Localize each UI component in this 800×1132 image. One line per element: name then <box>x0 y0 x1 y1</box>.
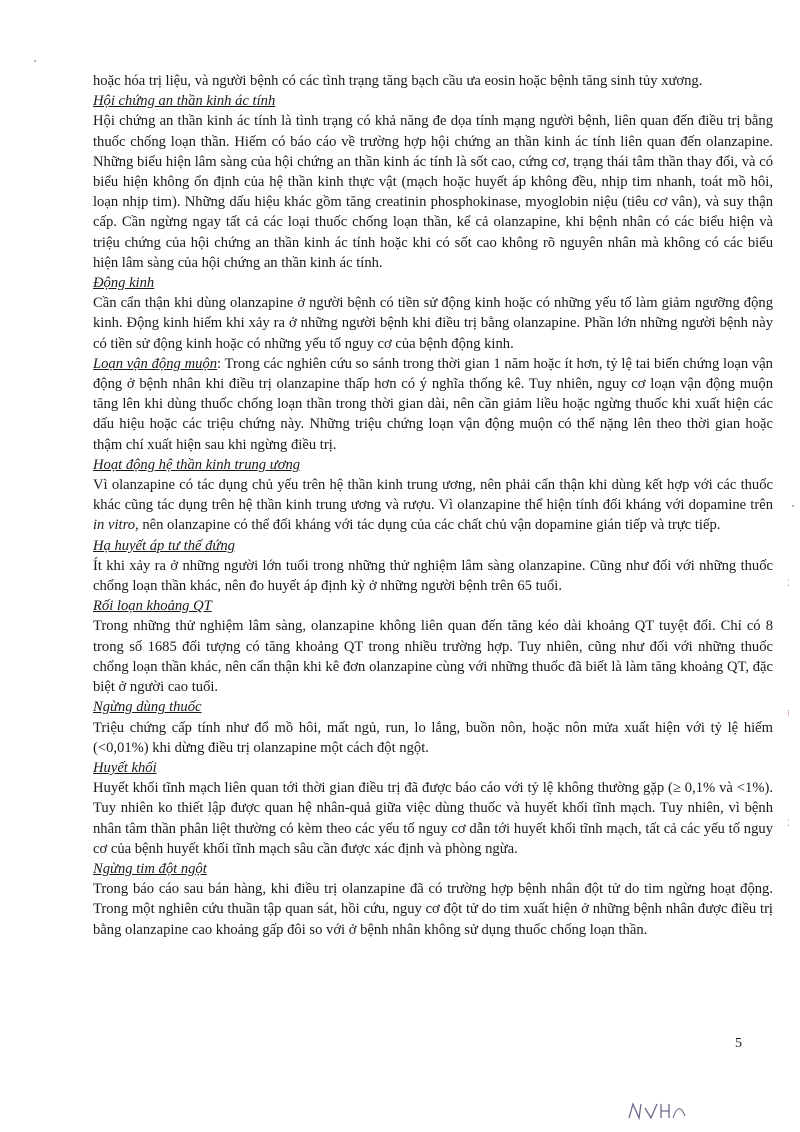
cns-text-italic: in vitro <box>93 517 136 534</box>
heading-orthostatic-hypotension: Hạ huyết áp tư thế đứng <box>93 537 235 554</box>
paragraph-sudden-cardiac-death: Trong báo cáo sau bán hàng, khi điều trị olanzapine đã có trường hợp bệnh nhân đột tử do tim ngừng hoạt động. Trong một nghiên cứu thuần tập quan sát, hồi cứu, nguy cơ đột tử do tim xuất hiện ở những bệnh nhân được điều trị bằng olanzapine cao khoảng gấp đôi so với ở bệnh nhân không sử dụng thuốc chống loạn thần. <box>93 881 773 938</box>
cns-text-before: Vì olanzapine có tác dụng chủ yếu trên hệ thần kinh trung ương, nên phải cẩn thận khi dùng kết hợp với các thuốc khác cũng tác dụng trên hệ thần kinh trung ương và rượu. Vì olanzapine thể hiện tính đối kháng với dopamine trên <box>93 477 773 514</box>
page-number: 5 <box>735 1036 742 1051</box>
heading-tardive-dyskinesia: Loạn vận động muộn <box>93 355 218 372</box>
heading-sudden-cardiac-death: Ngừng tim đột ngột <box>93 860 207 877</box>
scan-edge-mark: ⁚ <box>787 818 790 828</box>
scan-speck <box>34 60 36 62</box>
scan-edge-mark: ⁝ <box>787 708 790 718</box>
paragraph-cns <box>93 475 773 536</box>
tardive-dyskinesia-text: : Trong các nghiên cứu so sánh trong thời gian 1 năm hoặc ít hơn, tỷ lệ tai biến chứng loạn vận động ở bệnh nhân khi điều trị olanzapine thấp hơn có ý nghĩa thống kê. Tuy nhiên, nguy cơ loạn vận động muộn tăng lên khi dùng thuốc chống loạn thần trong thời gian dài, nên cần giảm liều hoặc ngừng thuốc khi xuất hiện các dấu hiệu hoặc các triệu chứng này. Những triệu chứng loạn vận động muộn có thể nặng lên theo thời gian hoặc thậm chí xuất hiện sau khi ngừng điều trị. <box>93 355 773 453</box>
document-body <box>93 71 773 940</box>
handwritten-signature <box>625 1098 695 1124</box>
paragraph-orthostatic-hypotension: Ít khi xảy ra ở những người lớn tuổi trong những thử nghiệm lâm sàng olanzapine. Cũng như đối với những thuốc chống loạn thần khác, nên đo huyết áp định kỳ ở những người bệnh trên 65 tuổi. <box>93 557 773 595</box>
scan-edge-mark: ⁚ <box>787 578 790 588</box>
heading-discontinuation: Ngừng dùng thuốc <box>93 699 202 716</box>
paragraph-intro: hoặc hóa trị liệu, và người bệnh có các tình trạng tăng bạch cầu ưa eosin hoặc bệnh tăng sinh tủy xương. <box>93 73 703 89</box>
heading-nms: Hội chứng an thần kinh ác tính <box>93 93 276 110</box>
paragraph-tardive-dyskinesia <box>93 354 773 455</box>
paragraph-seizures: Cần cẩn thận khi dùng olanzapine ở người bệnh có tiền sử động kinh hoặc có những yếu tố làm giảm ngưỡng động kinh. Động kinh hiếm khi xảy ra ở những người bệnh khi điều trị bằng olanzapine. Phần lớn những người bệnh này có tiền sử động kinh hoặc có những yếu tố nguy cơ của bệnh động kinh. <box>93 295 773 352</box>
cns-text-after: , nên olanzapine có thể đối kháng với tác dụng của các chất chủ vận dopamine gián tiếp và trực tiếp. <box>135 517 721 534</box>
scan-speck <box>792 505 794 507</box>
paragraph-nms: Hội chứng an thần kinh ác tính là tình trạng có khả năng đe dọa tính mạng người bệnh, liên quan đến điều trị bằng thuốc chống loạn thần. Hiếm có báo cáo về trường hợp hội chứng an thần kinh ác tính liên quan đến olanzapine. Những biểu hiện lâm sàng của hội chứng an thần kinh ác tính là sốt cao, cứng cơ, trạng thái tâm thần thay đổi, và có biểu hiện không ổn định của hệ thần kinh thực vật (mạch hoặc huyết áp không đều, nhịp tim nhanh, toát mồ hôi, loạn nhịp tim). Những dấu hiệu khác gồm tăng creatinin phosphokinase, myoglobin niệu (tiêu cơ vân), và suy thận cấp. Cần ngừng ngay tất cả các loại thuốc chống loạn thần, kể cả olanzapine, khi bệnh nhân có các biểu hiện và triệu chứng của hội chứng an thần kinh ác tính hoặc khi có sốt cao không rõ nguyên nhân mà không có các biểu hiện lâm sàng của hội chứng an thần kinh ác tính. <box>93 113 773 271</box>
paragraph-thrombosis: Huyết khối tĩnh mạch liên quan tới thời gian điều trị đã được báo cáo với tỷ lệ không thường gặp (≥ 0,1% và <1%). Tuy nhiên ko thiết lập được quan hệ nhân-quả giữa việc dùng thuốc và huyết khối tĩnh mạch. Tuy nhiên, vì bệnh nhân tâm thần phân liệt thường có kèm theo các yếu tố nguy cơ dẫn tới huyết khối tĩnh mạch, tất cả các yếu tố nguy cơ của bệnh huyết khối tĩnh mạch sâu cần được xác định và phòng ngừa. <box>93 780 773 857</box>
heading-cns: Hoạt động hệ thần kinh trung ương <box>93 456 301 473</box>
heading-qt: Rối loạn khoảng QT <box>93 598 212 615</box>
paragraph-discontinuation: Triệu chứng cấp tính như đổ mồ hôi, mất ngủ, run, lo lắng, buồn nôn, hoặc nôn mửa xuất hiện với tỷ lệ hiếm (<0,01%) khi dừng điều trị olanzapine một cách đột ngột. <box>93 719 773 756</box>
heading-seizures: Động kinh <box>93 275 155 292</box>
heading-thrombosis: Huyết khối <box>93 759 157 776</box>
paragraph-qt: Trong những thử nghiệm lâm sàng, olanzapine không liên quan đến tăng kéo dài khoảng QT tuyệt đối. Chỉ có 8 trong số 1685 đối tượng có tăng khoảng QT trong nhiều trường hợp. Tuy nhiên, cũng như đối với những thuốc chống loạn thần khác, nên cẩn thận khi kê đơn olanzapine cùng với những thuốc đã biết là làm tăng khoảng QT, đặc biệt ở người cao tuổi. <box>93 618 773 696</box>
